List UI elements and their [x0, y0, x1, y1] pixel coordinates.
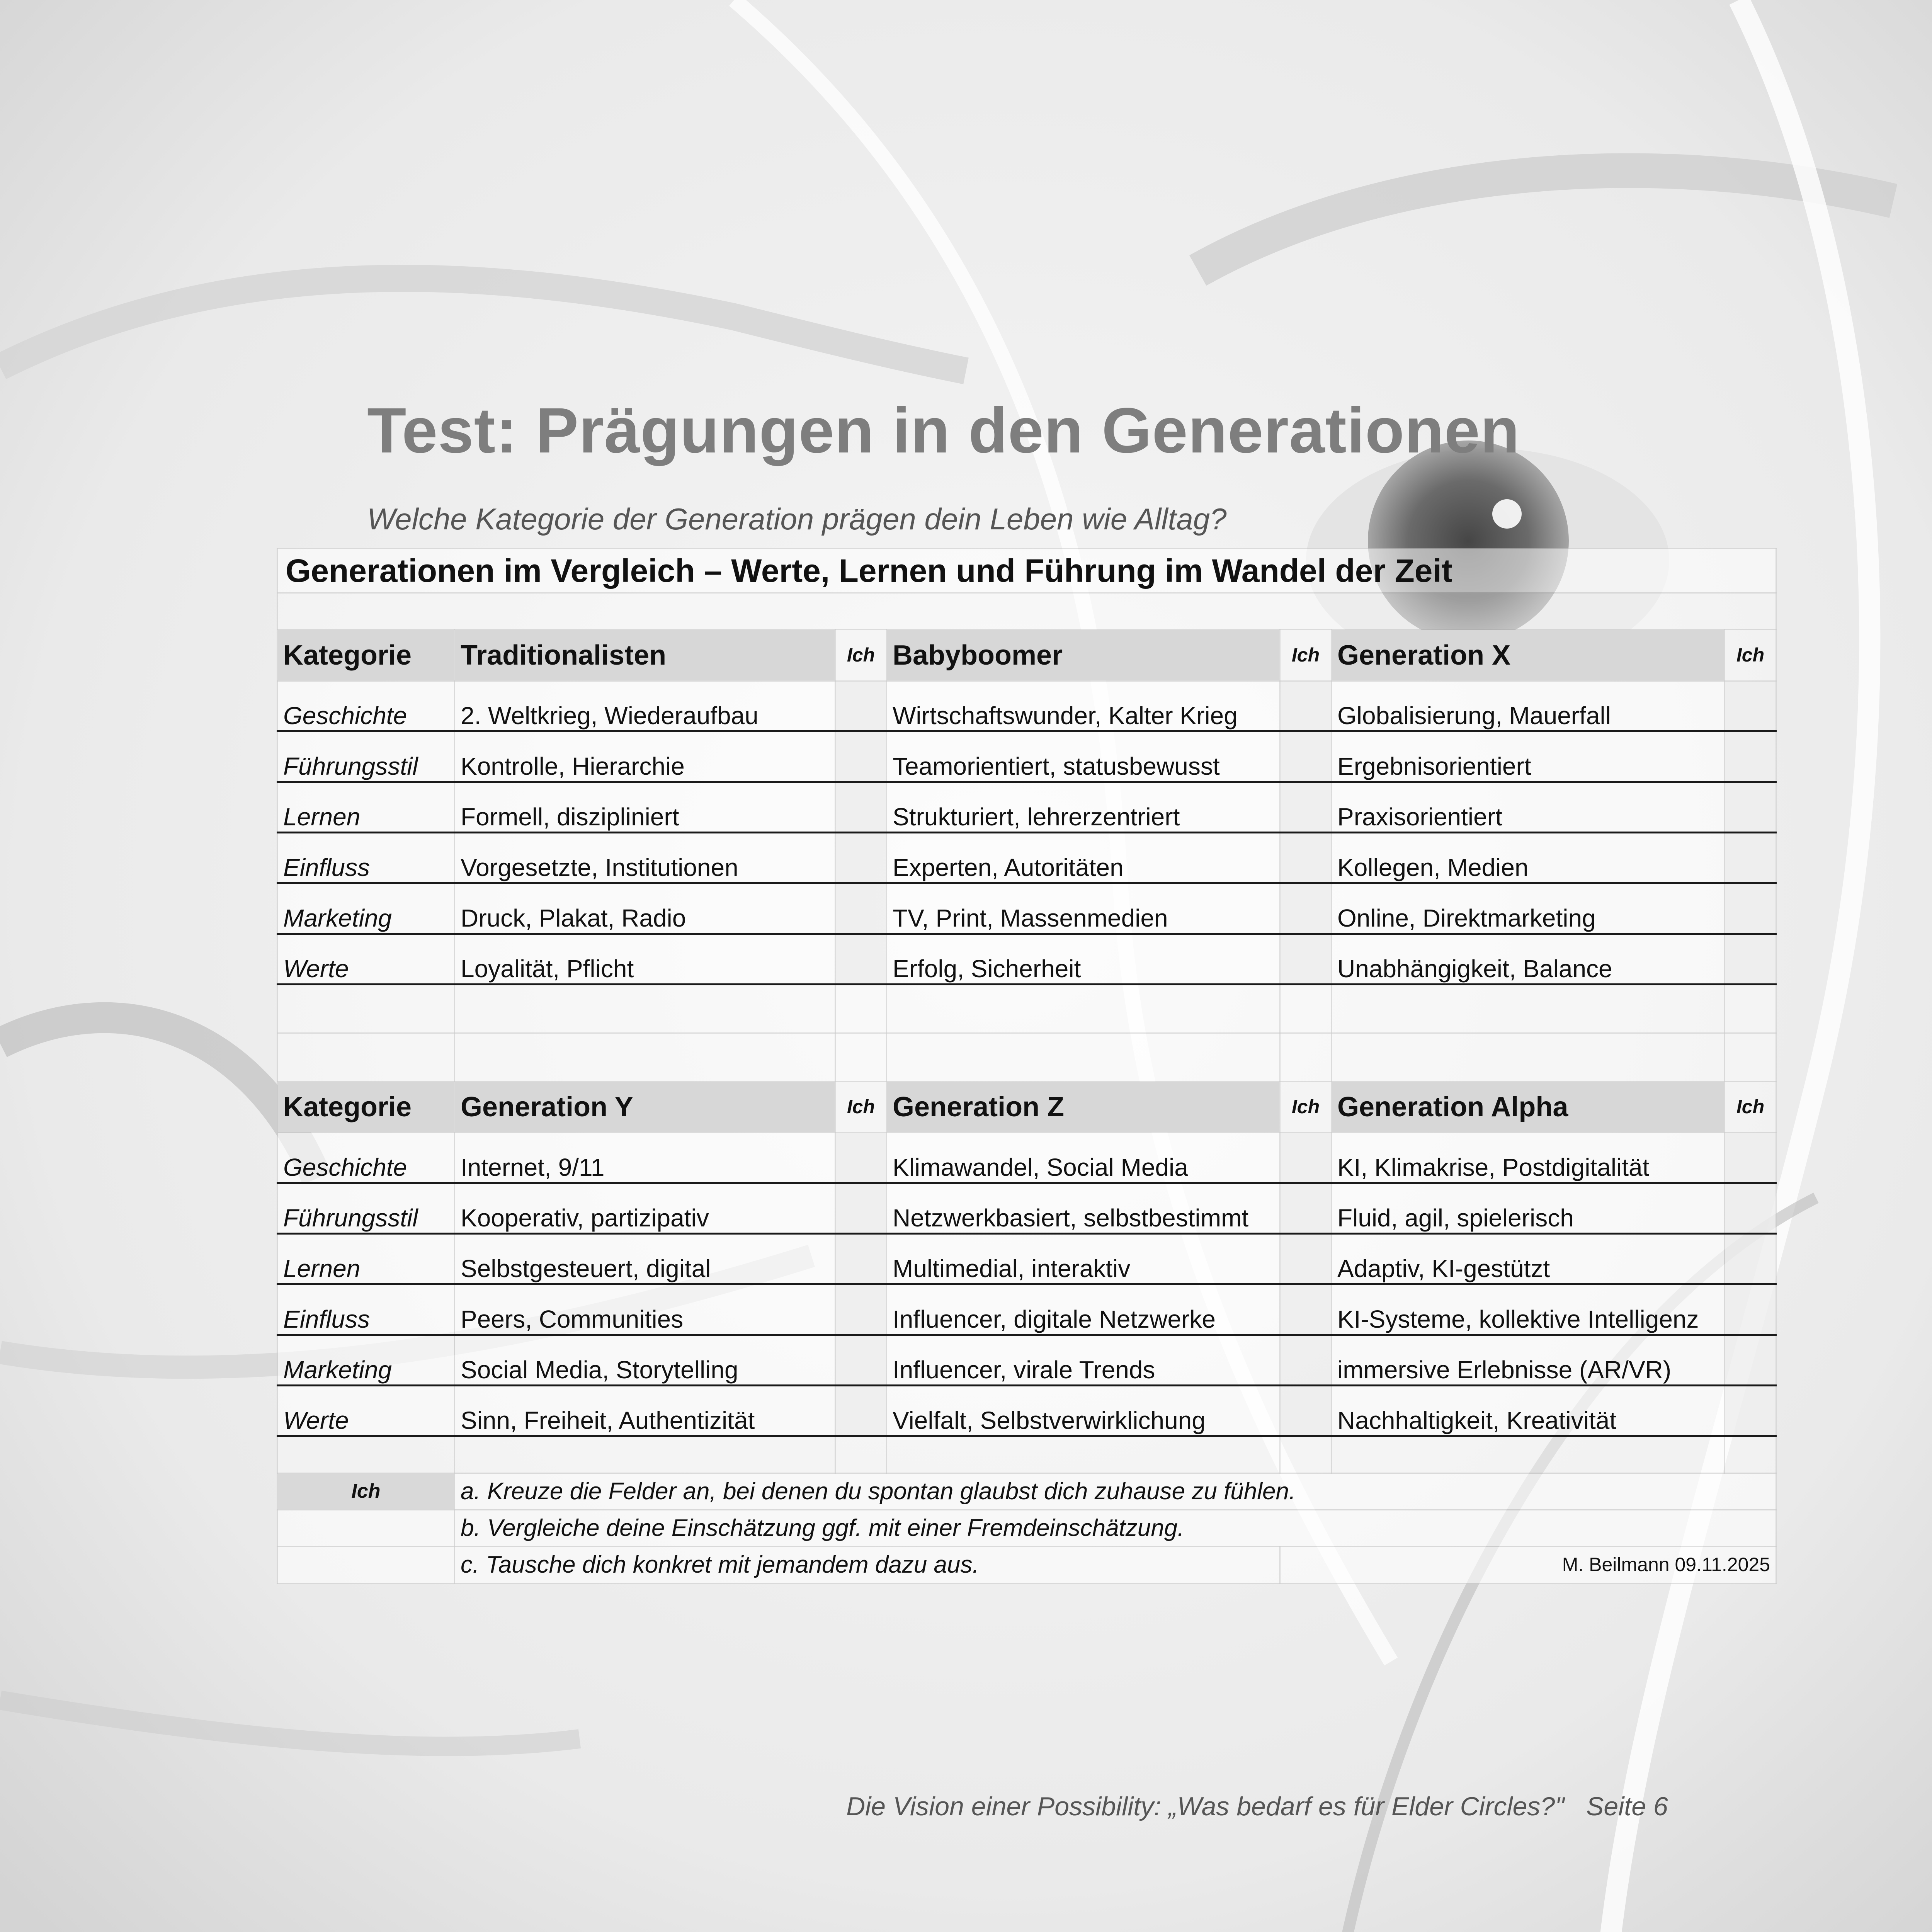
value-cell: Vorgesetzte, Institutionen — [455, 833, 835, 883]
value-cell: Klimawandel, Social Media — [887, 1133, 1280, 1183]
value-cell: Sinn, Freiheit, Authentizität — [455, 1386, 835, 1436]
ich-checkbox-cell[interactable] — [1280, 1183, 1332, 1234]
ich-header: Ich — [835, 1082, 887, 1133]
value-cell: KI-Systeme, kollektive Intelligenz — [1332, 1284, 1725, 1335]
instruction-a: a. Kreuze die Felder an, bei denen du spontan glaubst dich zuhause zu fühlen. — [455, 1473, 1776, 1510]
header-generation-alpha: Generation Alpha — [1332, 1082, 1725, 1133]
table-row — [277, 934, 1776, 985]
empty-row — [277, 593, 1776, 630]
header-generation-y: Generation Y — [455, 1082, 835, 1133]
value-cell: Fluid, agil, spielerisch — [1332, 1183, 1725, 1234]
table-row — [277, 1386, 1776, 1436]
ich-checkbox-cell[interactable] — [835, 681, 887, 731]
value-cell: Social Media, Storytelling — [455, 1335, 835, 1386]
value-cell: Formell, diszipliniert — [455, 782, 835, 833]
header-generation-z: Generation Z — [887, 1082, 1280, 1133]
value-cell: Selbstgesteuert, digital — [455, 1234, 835, 1284]
ich-checkbox-cell[interactable] — [1725, 1133, 1776, 1183]
ich-checkbox-cell[interactable] — [835, 1335, 887, 1386]
ich-checkbox-cell[interactable] — [835, 731, 887, 782]
empty-row — [277, 1033, 1776, 1082]
value-cell: Multimedial, interaktiv — [887, 1234, 1280, 1284]
ich-checkbox-cell[interactable] — [1280, 934, 1332, 985]
ich-header: Ich — [1280, 1082, 1332, 1133]
ich-checkbox-cell[interactable] — [1280, 1133, 1332, 1183]
table-row — [277, 681, 1776, 731]
table-row — [277, 1183, 1776, 1234]
instruction-b: b. Vergleiche deine Einschätzung ggf. mit einer Fremdeinschätzung. — [455, 1510, 1776, 1547]
empty-row — [277, 1436, 1776, 1473]
ich-checkbox-cell[interactable] — [1725, 1335, 1776, 1386]
value-cell: Praxisorientiert — [1332, 782, 1725, 833]
table-row — [277, 1133, 1776, 1183]
ich-header: Ich — [1280, 630, 1332, 681]
page-subtitle: Welche Kategorie der Generation prägen dein Leben wie Alltag? — [367, 502, 1227, 536]
value-cell: Globalisierung, Mauerfall — [1332, 681, 1725, 731]
empty-row — [277, 985, 1776, 1033]
ich-checkbox-cell[interactable] — [1280, 1335, 1332, 1386]
category-cell: Lernen — [277, 1234, 455, 1284]
value-cell: Ergebnisorientiert — [1332, 731, 1725, 782]
value-cell: 2. Weltkrieg, Wiederaufbau — [455, 681, 835, 731]
value-cell: Vielfalt, Selbstverwirklichung — [887, 1386, 1280, 1436]
value-cell: Influencer, virale Trends — [887, 1335, 1280, 1386]
author-signature: M. Beilmann 09.11.2025 — [1280, 1547, 1776, 1583]
instruction-row — [277, 1547, 1776, 1583]
page-title: Test: Prägungen in den Generationen — [367, 395, 1520, 466]
header-traditionalisten: Traditionalisten — [455, 630, 835, 681]
category-cell: Marketing — [277, 1335, 455, 1386]
ich-checkbox-cell[interactable] — [1725, 782, 1776, 833]
table-row — [277, 782, 1776, 833]
ich-checkbox-cell[interactable] — [1280, 731, 1332, 782]
ich-checkbox-cell[interactable] — [1725, 934, 1776, 985]
ich-header: Ich — [1725, 1082, 1776, 1133]
instruction-c: c. Tausche dich konkret mit jemandem dazu aus. — [455, 1547, 1280, 1583]
ich-checkbox-cell[interactable] — [1725, 883, 1776, 934]
ich-checkbox-cell[interactable] — [835, 934, 887, 985]
ich-checkbox-cell[interactable] — [1725, 1234, 1776, 1284]
footer-text: Die Vision einer Possibility: „Was bedarf es für Elder Circles?" — [846, 1792, 1565, 1821]
value-cell: Online, Direktmarketing — [1332, 883, 1725, 934]
table-banner-row — [277, 549, 1776, 593]
category-cell: Führungsstil — [277, 1183, 455, 1234]
table-row — [277, 731, 1776, 782]
value-cell: Erfolg, Sicherheit — [887, 934, 1280, 985]
ich-checkbox-cell[interactable] — [835, 883, 887, 934]
value-cell: Influencer, digitale Netzwerke — [887, 1284, 1280, 1335]
ich-checkbox-cell[interactable] — [835, 1284, 887, 1335]
ich-checkbox-cell[interactable] — [1725, 1284, 1776, 1335]
ich-checkbox-cell[interactable] — [1280, 1234, 1332, 1284]
ich-checkbox-cell[interactable] — [835, 1133, 887, 1183]
header-generation-x: Generation X — [1332, 630, 1725, 681]
value-cell: Kontrolle, Hierarchie — [455, 731, 835, 782]
value-cell: immersive Erlebnisse (AR/VR) — [1332, 1335, 1725, 1386]
category-cell: Einfluss — [277, 1284, 455, 1335]
ich-checkbox-cell[interactable] — [1280, 833, 1332, 883]
ich-checkbox-cell[interactable] — [835, 1183, 887, 1234]
table-row — [277, 1234, 1776, 1284]
generations-table — [277, 548, 1777, 1584]
value-cell: Peers, Communities — [455, 1284, 835, 1335]
value-cell: Adaptiv, KI-gestützt — [1332, 1234, 1725, 1284]
ich-checkbox-cell[interactable] — [1725, 1183, 1776, 1234]
header-kategorie: Kategorie — [277, 1082, 455, 1133]
ich-checkbox-cell[interactable] — [835, 782, 887, 833]
category-cell: Marketing — [277, 883, 455, 934]
ich-legend-label: Ich — [277, 1473, 455, 1510]
value-cell: KI, Klimakrise, Postdigitalität — [1332, 1133, 1725, 1183]
value-cell: Strukturiert, lehrerzentriert — [887, 782, 1280, 833]
header-babyboomer: Babyboomer — [887, 630, 1280, 681]
ich-checkbox-cell[interactable] — [1280, 782, 1332, 833]
category-cell: Lernen — [277, 782, 455, 833]
value-cell: Experten, Autoritäten — [887, 833, 1280, 883]
section2-header-row — [277, 1082, 1776, 1133]
value-cell: Netzwerkbasiert, selbstbestimmt — [887, 1183, 1280, 1234]
table-row — [277, 883, 1776, 934]
page-footer — [846, 1791, 1668, 1821]
value-cell: Kooperativ, partizipativ — [455, 1183, 835, 1234]
ich-checkbox-cell[interactable] — [1725, 1386, 1776, 1436]
header-kategorie: Kategorie — [277, 630, 455, 681]
table-row — [277, 1284, 1776, 1335]
ich-header: Ich — [1725, 630, 1776, 681]
ich-header: Ich — [835, 630, 887, 681]
ich-checkbox-cell[interactable] — [1280, 1386, 1332, 1436]
value-cell: Wirtschaftswunder, Kalter Krieg — [887, 681, 1280, 731]
ich-checkbox-cell[interactable] — [1725, 731, 1776, 782]
category-cell: Geschichte — [277, 1133, 455, 1183]
instruction-row — [277, 1510, 1776, 1547]
ich-checkbox-cell[interactable] — [1280, 883, 1332, 934]
ich-checkbox-cell[interactable] — [1280, 1284, 1332, 1335]
category-cell: Einfluss — [277, 833, 455, 883]
page-number: Seite 6 — [1586, 1792, 1668, 1821]
category-cell: Werte — [277, 1386, 455, 1436]
instruction-row — [277, 1473, 1776, 1510]
ich-checkbox-cell[interactable] — [1725, 833, 1776, 883]
value-cell: Nachhaltigkeit, Kreativität — [1332, 1386, 1725, 1436]
value-cell: Druck, Plakat, Radio — [455, 883, 835, 934]
category-cell: Geschichte — [277, 681, 455, 731]
section1-header-row — [277, 630, 1776, 681]
value-cell: TV, Print, Massenmedien — [887, 883, 1280, 934]
value-cell: Unabhängigkeit, Balance — [1332, 934, 1725, 985]
category-cell: Führungsstil — [277, 731, 455, 782]
value-cell: Loyalität, Pflicht — [455, 934, 835, 985]
ich-checkbox-cell[interactable] — [835, 1234, 887, 1284]
table-row — [277, 1335, 1776, 1386]
ich-checkbox-cell[interactable] — [1280, 681, 1332, 731]
value-cell: Kollegen, Medien — [1332, 833, 1725, 883]
table-banner: Generationen im Vergleich – Werte, Lernen und Führung im Wandel der Zeit — [277, 549, 1776, 593]
value-cell: Teamorientiert, statusbewusst — [887, 731, 1280, 782]
ich-checkbox-cell[interactable] — [835, 1386, 887, 1436]
category-cell: Werte — [277, 934, 455, 985]
table-row — [277, 833, 1776, 883]
value-cell: Internet, 9/11 — [455, 1133, 835, 1183]
ich-checkbox-cell[interactable] — [1725, 681, 1776, 731]
ich-checkbox-cell[interactable] — [835, 833, 887, 883]
